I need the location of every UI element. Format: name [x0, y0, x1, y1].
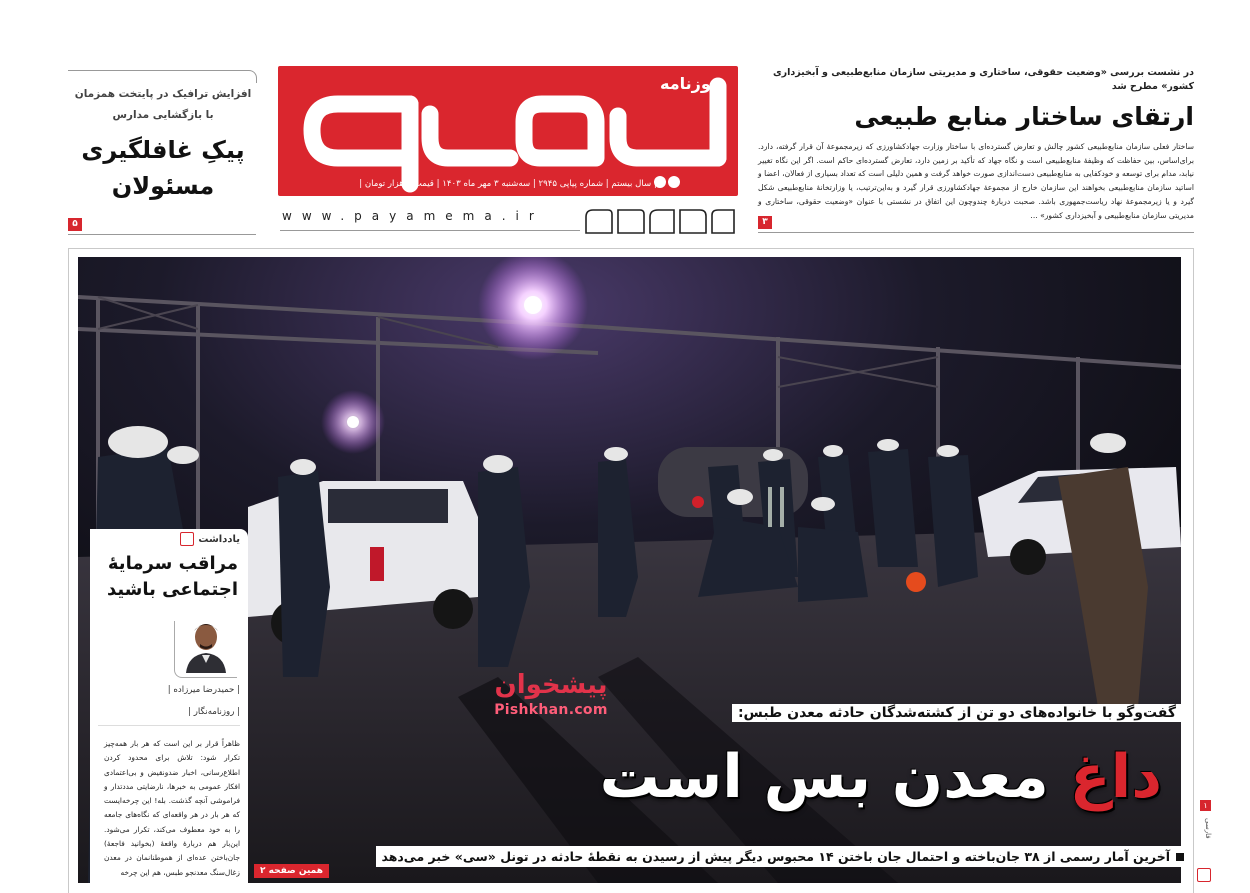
opinion-note-title[interactable]: مراقب سرمایهٔ اجتماعی باشید	[106, 553, 238, 600]
top-story	[758, 66, 1194, 227]
left-teaser-title-line: مسئولان	[111, 172, 215, 200]
left-teaser	[68, 70, 258, 236]
top-story-rule	[758, 232, 1194, 233]
main-story-kicker: گفت‌وگو با خانواده‌های دو تن از کشته‌شدگان حادثه معدن طبس:	[732, 704, 1182, 722]
pishkhan-watermark	[486, 668, 616, 718]
top-story-kicker: در نشست بررسی «وضعیت حقوقی، ساختاری و مدیریتی سازمان منابع‌طبیعی و آبخیزداری کشور» مطرح شد	[772, 67, 1194, 92]
main-story-headline-accent: داغ	[1069, 742, 1162, 812]
left-teaser-rule	[68, 234, 256, 235]
opinion-note	[90, 529, 248, 892]
left-teaser-title-line: پیکِ غافلگیری	[81, 136, 245, 164]
top-story-headline[interactable]: ارتقای ساختار منابع طبیعی	[854, 102, 1194, 131]
opinion-note-logo-icon	[180, 532, 194, 546]
masthead-website-rule	[280, 230, 580, 231]
masthead-subtitle: روزنامه	[660, 74, 720, 93]
masthead-website[interactable]: www.payamema.ir	[282, 209, 544, 223]
main-story-headline[interactable]	[600, 738, 1162, 816]
bullet-square-icon	[1176, 853, 1184, 861]
watermark-fa: پیشخوان	[494, 670, 608, 700]
main-story-summary	[376, 846, 1191, 867]
edge-label: فارسی	[1204, 818, 1212, 839]
top-story-page-number: ۳	[758, 216, 772, 229]
masthead	[278, 66, 738, 196]
top-story-body: ساختار فعلی سازمان منابع‌طبیعی کشور چالش و تعارض گسترده‌ای با ساختار وزارت جهادکشاورزی که زیرمجموعهٔ آن قرار گرفته، دارد. برای‌اساس، بین حفاظت که وظیفهٔ منابع‌طبیعی است و نگاه جهاد که تأکید بر زمین دارد، تعارض گسترده‌ای حاکم است. اگر این نگاه تغییر نیابد، مدام برای توسعه و خودکفایی به منابع‌طبیعی دست‌اندازی صورت خواهد گرفت و همین دلیلی است که تعداد بسیاری از فعالان، اعضا و اساتید سازمان منابع‌طبیعی بخواهند این سازمان خارج از مجموعهٔ جهادکشاورزی قرار گیرد و به‌این‌ترتیب، یا وزارتخانهٔ منابع‌طبیعی شکل گیرد و یا زیرمجموعهٔ نهاد ریاست‌جمهوری باشد. صحبت دربارهٔ چندوچون این اتفاق در نشستی با عنوان «وضعیت حقوقی، ساختاری و مدیریتی سازمان منابع‌طبیعی و آبخیزداری کشور» ...	[758, 142, 1194, 220]
left-teaser-subtitle-line: افزایش ترافیک در پایتخت همزمان	[74, 88, 252, 100]
main-story-summary-text: آخرین آمار رسمی از ۳۸ جان‌باخته و احتمال جان باختن ۱۴ محبوس دیگر پیش از رسیدن به نقطهٔ حادثه در تونل «سی» خبر می‌دهد	[381, 849, 1170, 864]
left-teaser-page-number: ۵	[68, 218, 82, 231]
author-portrait-icon	[182, 617, 230, 673]
opinion-note-divider	[98, 725, 240, 726]
masthead-issue-info: | سال بیستم | شماره پیاپی ۲۹۴۵ | سه‌شنبه ۳ مهر ماه ۱۴۰۳ | قیمت ۵ هزار تومان |	[359, 179, 657, 189]
left-teaser-subtitle-line: با بازگشایی مدارس	[112, 109, 214, 121]
left-teaser-title[interactable]	[68, 132, 258, 204]
left-teaser-bracket	[68, 70, 257, 83]
edge-page-number: ۱	[1200, 800, 1211, 811]
opinion-note-body: ظاهراً قرار بر این است که هر بار همه‌چیز تکرار شود: تلاش برای محدود کردن اطلاع‌رسانی، اخبار ضدونقیض و بی‌اعتمادی افکار عمومی به خبرها، نارضایتی مددتدار و فراموشی آنچه گذشت. بله! این چرخه‌ایست که هر بار در هر واقعه‌ای که نگاه‌های جامعه را به خود معطوف می‌کند، تکرار می‌شود. این‌بار هم دربارهٔ واقعهٔ (بخوانید فاجعهٔ) جان‌باختن عده‌ای از هموطنانمان در معدن زغال‌سنگ معدنجو طبس، هم این چرخه	[104, 739, 240, 877]
opinion-note-author: | حمیدرضا میرزاده |	[167, 685, 240, 695]
watermark-en: Pishkhan.com	[494, 702, 608, 718]
continued-on-tag[interactable]: همین صفحه ۲	[254, 864, 329, 878]
main-story-headline-rest: معدن بس است	[599, 742, 1070, 812]
opinion-note-label: یادداشت	[198, 533, 240, 545]
left-teaser-subtitle	[68, 84, 258, 126]
opinion-note-label-row	[180, 532, 240, 546]
edge-logo-icon	[1197, 868, 1211, 882]
opinion-note-role: | روزنامه‌نگار |	[188, 707, 240, 717]
masthead-ornament-icon	[582, 207, 738, 235]
